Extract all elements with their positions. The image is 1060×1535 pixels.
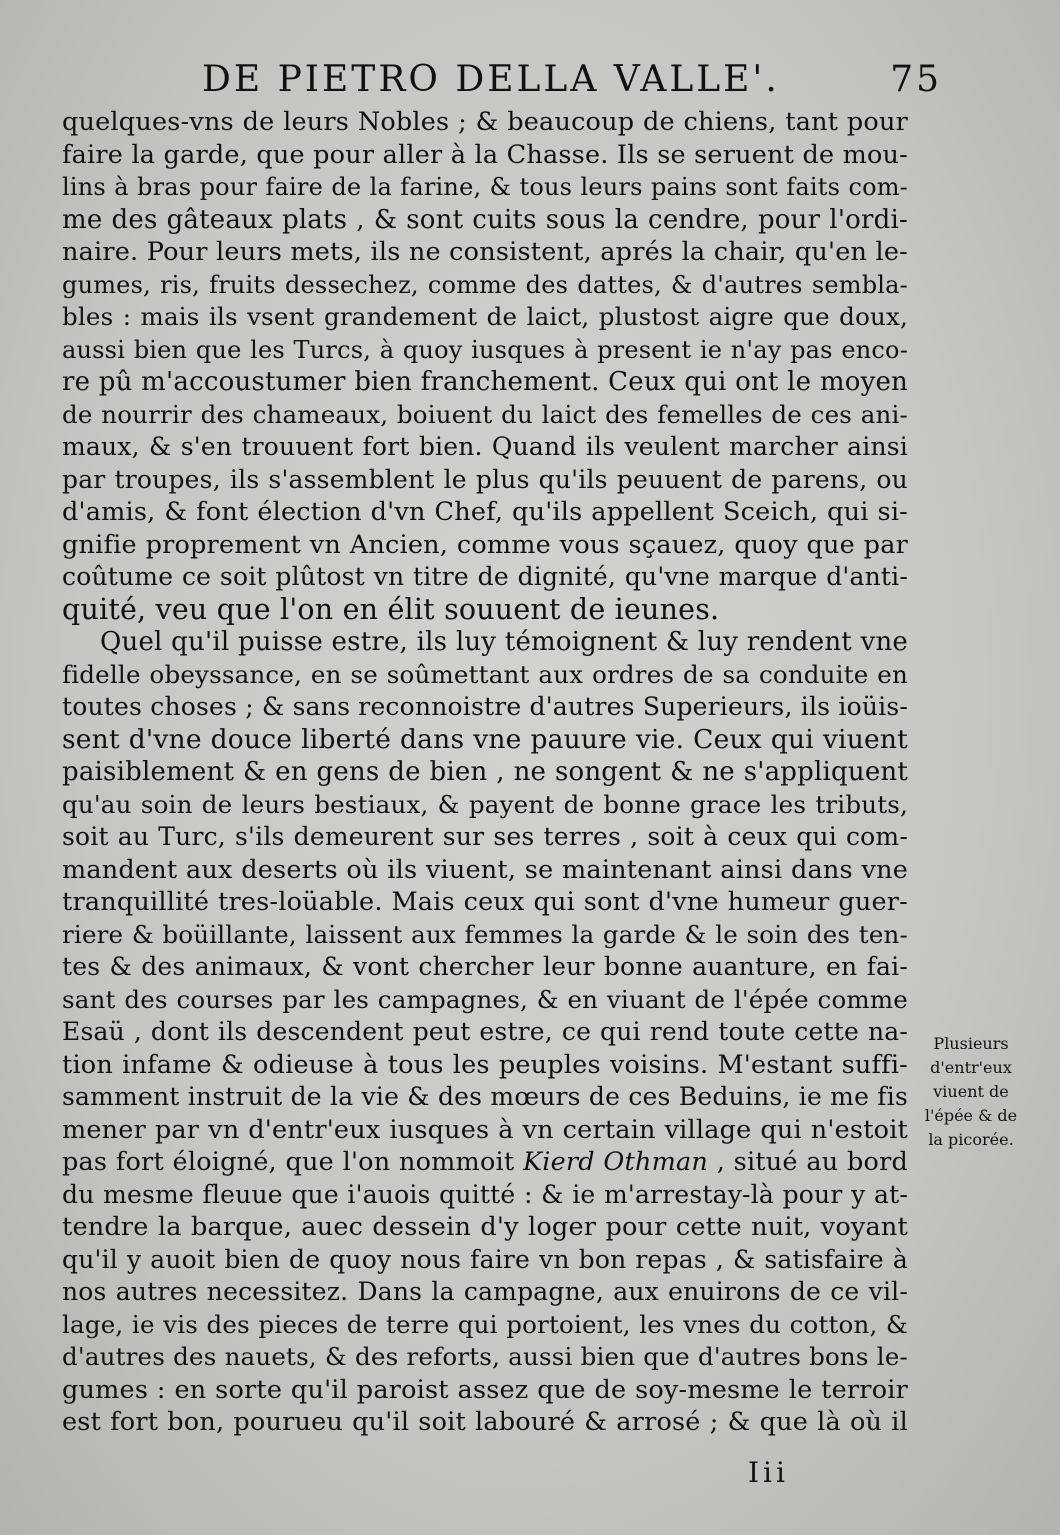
text-line: gnifie proprement vn Ancien, comme vous sçauez, quoy que par	[62, 529, 908, 560]
text-line: de nourrir des chameaux, boiuent du laict des femelles de ces ani-	[62, 399, 908, 429]
text-line: Quel qu'il puisse estre, ils luy témoignent & luy rendent vne	[100, 627, 908, 657]
marginal-note-line: Plusieurs	[933, 1034, 1009, 1053]
text-line: riere & boüillante, laissent aux femmes la garde & le soin des ten-	[62, 919, 908, 949]
text-line: d'amis, & font élection d'vn Chef, qu'ils appellent Sceich, qui si-	[62, 497, 908, 527]
text-line: quelques-vns de leurs Nobles ; & beaucoup de chiens, tant pour	[62, 107, 908, 137]
body-text	[62, 106, 908, 1439]
text-line: sent d'vne douce liberté dans vne pauure vie. Ceux qui viuent	[62, 723, 908, 755]
text-line: me des gâteaux plats , & sont cuits sous la cendre, pour l'ordi-	[62, 204, 908, 235]
text-line: tendre la barque, auec dessein d'y loger pour cette nuit, voyant	[62, 1212, 908, 1242]
text-line: tes & des animaux, & vont chercher leur bonne auanture, en fai-	[62, 952, 908, 981]
running-title: DE PIETRO DELLA VALLE'.	[202, 59, 780, 100]
text-line: samment instruit de la vie & des mœurs de ces Beduins, ie me fis	[62, 1082, 908, 1111]
text-line: Esaü , dont ils descendent peut estre, ce qui rend toute cette na-	[62, 1017, 908, 1046]
text-line: gumes : en sorte qu'il paroist assez que de soy-mesme le terroir	[62, 1374, 908, 1405]
text-line: gumes, ris, fruits dessechez, comme des dattes, & d'autres sembla-	[62, 270, 908, 299]
text-line: tion infame & odieuse à tous les peuples voisins. M'estant suffi-	[62, 1049, 908, 1080]
place-name-kierd-othman: Kierd Othman	[522, 1147, 709, 1177]
text-line: nos autres necessitez. Dans la campagne, aux enuirons de ce vil-	[62, 1277, 908, 1306]
text-line: lage, ie vis des pieces de terre qui portoient, les vnes du cotton, &	[62, 1309, 908, 1339]
text-line-kierd-othman	[62, 1146, 908, 1179]
page-number: 75	[890, 59, 942, 100]
text-line: re pû m'accoustumer bien franchement. Ceux qui ont le moyen	[62, 367, 908, 397]
text-line: est fort bon, pourueu qu'il soit labouré & arrosé ; & que là où il	[62, 1407, 908, 1437]
text-line: paisiblement & en gens de bien , ne songent & ne s'appliquent	[62, 757, 908, 787]
text-line: coûtume ce soit plûtost vn titre de dignité, qu'vne marque d'anti-	[62, 562, 908, 591]
text-line: toutes choses ; & sans reconnoistre d'autres Superieurs, ils ioüis-	[62, 692, 908, 721]
text-line: mandent aux deserts où ils viuent, se maintenant ainsi dans vne	[62, 854, 908, 885]
text-line: tranquillité tres-loüable. Mais ceux qui sont d'vne humeur guer-	[62, 887, 908, 917]
text-run: pas fort éloigné, que l'on nommoit	[62, 1147, 515, 1177]
marginal-note	[906, 1032, 1036, 1152]
text-line: maux, & s'en trouuent fort bien. Quand ils veulent marcher ainsi	[62, 432, 908, 461]
text-line: d'autres des nauets, & des reforts, aussi bien que d'autres bons le-	[62, 1342, 908, 1371]
text-line: mener par vn d'entr'eux iusques à vn certain village qui n'estoit	[62, 1114, 908, 1145]
text-line: quité, veu que l'on en élit souuent de ieunes.	[62, 592, 720, 626]
text-line: qu'il y auoit bien de quoy nous faire vn bon repas , & satisfaire à	[62, 1244, 908, 1274]
text-line: sant des courses par les campagnes, & en viuant de l'épée comme	[62, 984, 908, 1014]
marginal-note-line: l'épée & de	[924, 1106, 1018, 1125]
text-line: faire la garde, que pour aller à la Chasse. Ils se seruent de mou-	[62, 139, 908, 170]
text-line: soit au Turc, s'ils demeurent sur ses terres , soit à ceux qui com-	[62, 822, 908, 851]
marginal-note-line: viuent de	[933, 1082, 1009, 1101]
text-run: , situé au bord	[716, 1147, 909, 1177]
text-line: naire. Pour leurs mets, ils ne consistent, aprés la chair, qu'en le-	[62, 237, 908, 267]
text-line: par troupes, ils s'assemblent le plus qu'ils peuuent de parens, ou	[62, 464, 908, 494]
marginal-note-line: d'entr'eux	[930, 1058, 1012, 1077]
text-line: du mesme fleuue que i'auois quitté : & ie m'arrestay-là pour y at-	[62, 1179, 908, 1209]
text-line: fidelle obeyssance, en se soûmettant aux ordres de sa conduite en	[62, 659, 908, 689]
text-line: lins à bras pour faire de la farine, & tous leurs pains sont faits com-	[62, 173, 908, 201]
signature-mark: Iii	[748, 1456, 789, 1489]
marginal-note-line: la picorée.	[928, 1130, 1014, 1149]
text-line: qu'au soin de leurs bestiaux, & payent de bonne grace les tributs,	[62, 789, 908, 819]
text-line: aussi bien que les Turcs, à quoy iusques à present ie n'ay pas enco-	[62, 335, 908, 364]
text-line: bles : mais ils vsent grandement de laict, plustost aigre que doux,	[62, 302, 908, 331]
